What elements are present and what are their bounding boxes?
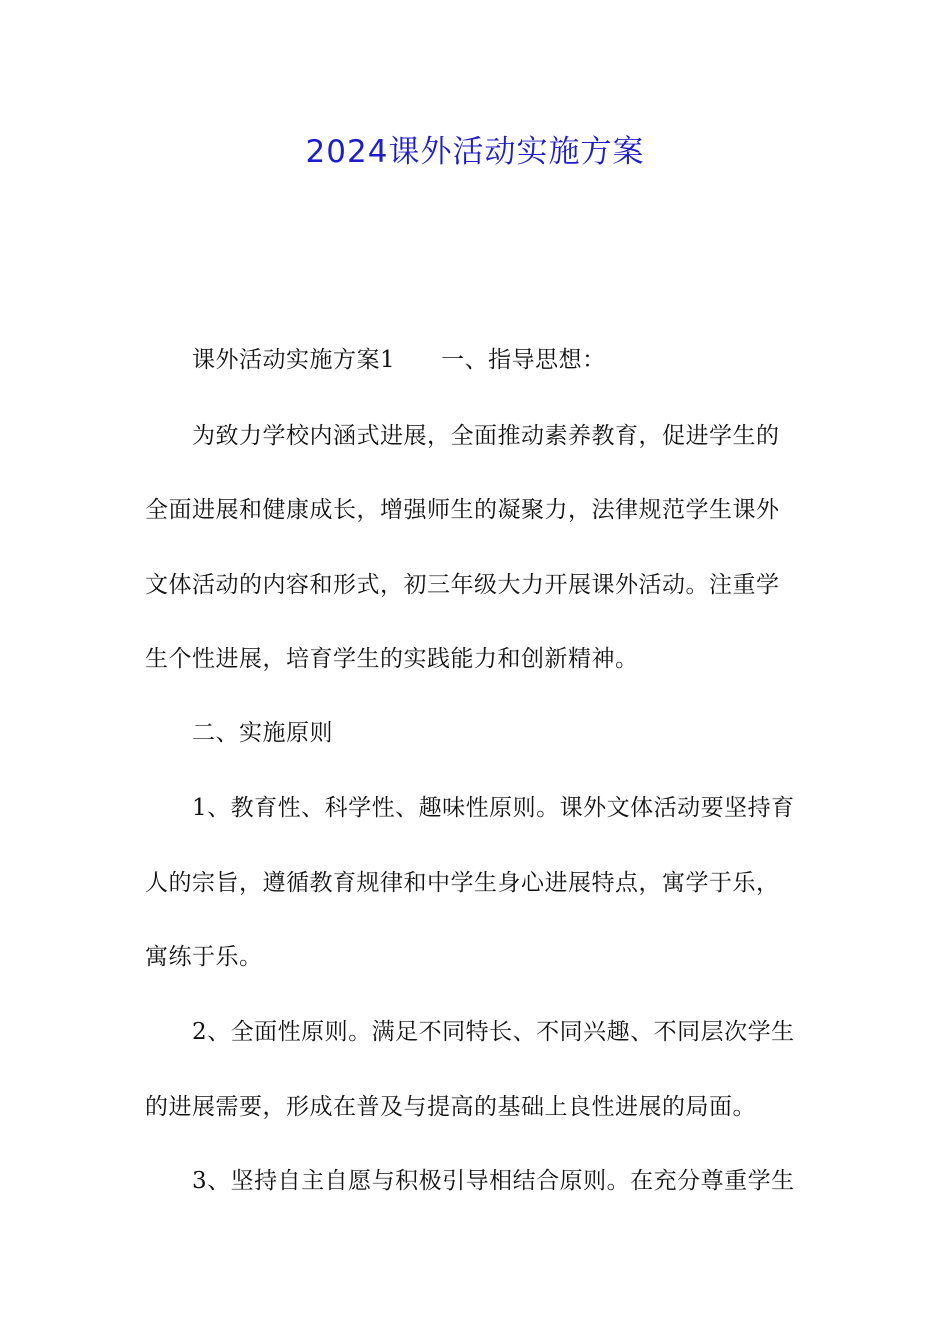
text-line: 的进展需要，形成在普及与提高的基础上良性进展的局面。 xyxy=(145,1094,756,1120)
text-line: 生个性进展，培育学生的实践能力和创新精神。 xyxy=(145,646,639,672)
text-line: 人的宗旨，遵循教育规律和中学生身心进展特点，寓学于乐， xyxy=(145,870,780,896)
text-line: 为致力学校内涵式进展，全面推动素养教育，促进学生的 xyxy=(192,423,780,449)
section-heading: 二、实施原则 xyxy=(192,720,333,746)
text-line: 3、坚持自主自愿与积极引导相结合原则。在充分尊重学生 xyxy=(192,1168,795,1194)
text-line: 2、全面性原则。满足不同特长、不同兴趣、不同层次学生 xyxy=(192,1019,795,1045)
paragraph-heading-line xyxy=(192,343,872,377)
guiding-ideology-heading: 一、指导思想： xyxy=(441,347,606,373)
text-line: 全面进展和健康成长，增强师生的凝聚力，法律规范学生课外 xyxy=(145,497,780,523)
text-line: 1、教育性、科学性、趣味性原则。课外文体活动要坚持育 xyxy=(192,795,795,821)
document-title: 2024课外活动实施方案 xyxy=(305,134,645,170)
section-label: 课外活动实施方案1 xyxy=(192,347,396,373)
text-line: 寓练于乐。 xyxy=(145,944,263,970)
text-line: 文体活动的内容和形式，初三年级大力开展课外活动。注重学 xyxy=(145,572,780,598)
